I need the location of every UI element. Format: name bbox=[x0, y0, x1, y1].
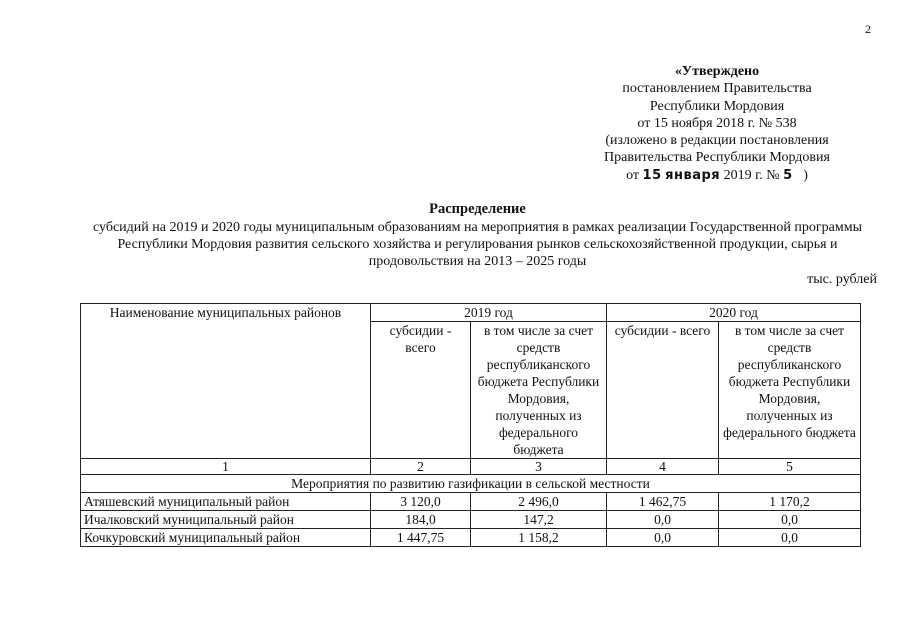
approval-line: (изложено в редакции постановления bbox=[605, 133, 829, 149]
cell-value: 1 462,75 bbox=[607, 493, 719, 511]
district-name: Ичалковский муниципальный район bbox=[81, 511, 371, 529]
column-header-federal-share: в том числе за счет средств республиканского бюджета Республики Мордовия, полученных из федерального бюджета bbox=[471, 322, 607, 459]
cell-value: 0,0 bbox=[719, 511, 861, 529]
table-row bbox=[81, 511, 861, 529]
column-header-subsidy-total: субсидии - всего bbox=[371, 322, 471, 459]
approval-date-prefix: от bbox=[626, 167, 640, 183]
approval-doc-number: 5 bbox=[783, 167, 793, 183]
cell-value: 0,0 bbox=[719, 529, 861, 547]
page-number: 2 bbox=[865, 22, 871, 36]
approval-line: Правительства Республики Мордовия bbox=[604, 150, 830, 166]
section-title: Мероприятия по развитию газификации в сельской местности bbox=[81, 475, 861, 493]
approval-block bbox=[587, 63, 847, 184]
district-name: Атяшевский муниципальный район bbox=[81, 493, 371, 511]
section-row bbox=[81, 475, 861, 493]
approval-close-paren: ) bbox=[803, 167, 808, 183]
approval-date-day: 15 bbox=[642, 167, 662, 183]
column-header-name: Наименование муниципальных районов bbox=[81, 304, 371, 459]
cell-value: 1 158,2 bbox=[471, 529, 607, 547]
column-header-federal-share: в том числе за счет средств республиканского бюджета Республики Мордовия, полученных из федерального бюджета bbox=[719, 322, 861, 459]
document-subtitle: субсидий на 2019 и 2020 годы муниципальным образованиям на мероприятия в рамках реализации Государственной программы Республики Мордовия развития сельского хозяйства и регулирования рынков сельскохозяйственной продукции, сырья и продовольствия на 2013 – 2025 годы bbox=[93, 220, 862, 269]
table-row bbox=[81, 529, 861, 547]
column-header-year-2020: 2020 год bbox=[607, 304, 861, 322]
column-header-year-2019: 2019 год bbox=[371, 304, 607, 322]
approval-heading: «Утверждено bbox=[674, 64, 760, 79]
approval-line: постановлением Правительства bbox=[622, 81, 812, 97]
approval-line: от 15 ноября 2018 г. № 538 bbox=[637, 115, 797, 131]
column-number: 3 bbox=[471, 459, 607, 475]
cell-value: 3 120,0 bbox=[371, 493, 471, 511]
column-header-subsidy-total: субсидии - всего bbox=[607, 322, 719, 459]
approval-date-year: 2019 г. № bbox=[723, 167, 780, 183]
approval-line: Республики Мордовия bbox=[649, 98, 785, 114]
table-row bbox=[81, 493, 861, 511]
cell-value: 1 170,2 bbox=[719, 493, 861, 511]
cell-value: 1 447,75 bbox=[371, 529, 471, 547]
cell-value: 0,0 bbox=[607, 529, 719, 547]
cell-value: 184,0 bbox=[371, 511, 471, 529]
district-name: Кочкуровский муниципальный район bbox=[81, 529, 371, 547]
cell-value: 147,2 bbox=[471, 511, 607, 529]
cell-value: 2 496,0 bbox=[471, 493, 607, 511]
units-label: тыс. рублей bbox=[807, 272, 877, 287]
column-number: 5 bbox=[719, 459, 861, 475]
approval-date-month: января bbox=[665, 167, 721, 183]
approval-date-line bbox=[587, 167, 847, 184]
column-number: 1 bbox=[81, 459, 371, 475]
document-title: Распределение bbox=[429, 201, 526, 217]
column-number: 2 bbox=[371, 459, 471, 475]
column-number-row bbox=[81, 459, 861, 475]
column-number: 4 bbox=[607, 459, 719, 475]
cell-value: 0,0 bbox=[607, 511, 719, 529]
table-header-row bbox=[81, 304, 861, 322]
subsidy-table bbox=[80, 303, 861, 547]
